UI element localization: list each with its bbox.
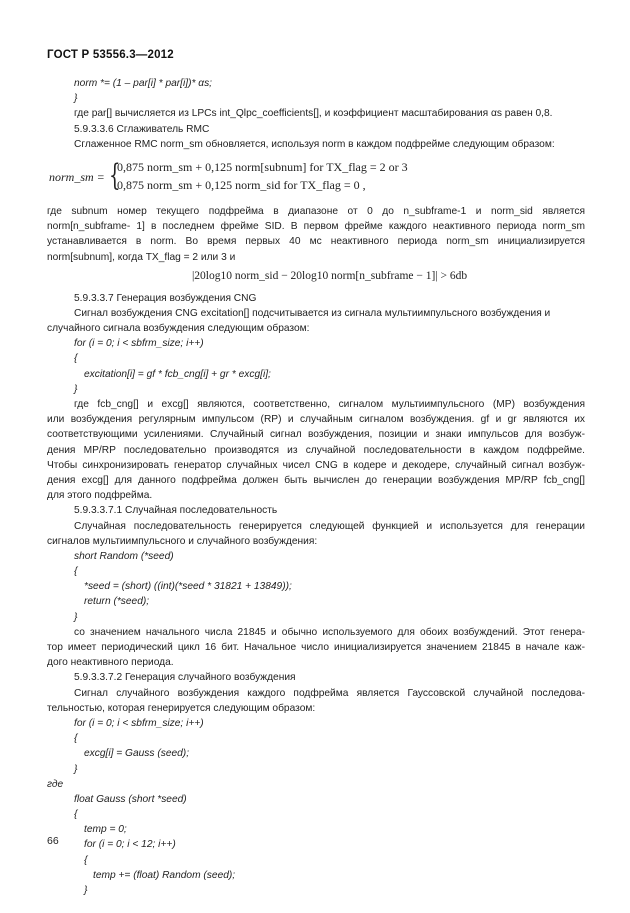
code-line: } [74,763,78,775]
section-heading: 5.9.3.3.6 Сглаживатель RMC [74,123,210,135]
code-line: } [84,885,88,896]
formula-row: 0,875 norm_sm + 0,125 norm_sid for TX_flag = 0 , [117,177,366,192]
text-line: для этого подфрейма. [47,490,153,502]
section-heading: 5.9.3.3.7 Генерация возбуждения CNG [74,292,257,304]
code-line: float Gauss (short *seed) [74,793,187,805]
code-line: { [74,353,78,365]
code-line: *seed = (short) ((int)(*seed * 31821 + 13849)); [84,581,292,593]
code-line: { [74,566,78,578]
smoothing-formula [47,158,585,198]
code-line: return (*seed); [84,596,150,608]
text-line: Сигнал случайного возбуждения каждого подфрейма является Гауссовской случайной последова- [74,687,585,699]
code-line: } [74,611,78,623]
text-line: где fcb_cng[] и excg[] являются, соответственно, сигналом мультиимпульсного (MP) возбуждения [74,399,585,410]
text-line: или возбуждения регулярным импульсом (RP) и случайным сигналом возбуждения. gf и gr являются их [47,414,585,426]
code-line: for (i = 0; i < sbfrm_size; i++) [74,338,204,350]
text-line: Сглаженное RMC norm_sm обновляется, используя norm в каждом подфрейме следующим образом: [74,138,555,150]
code-line: { [74,809,78,821]
text-line: norm[n_subframe- 1] в последнем фрейме SID. В первом фрейме каждого неактивного периода norm_sm [47,221,585,233]
text-line: где subnum номер текущего подфрейма в диапазоне от 0 до n_subframe-1 и norm_sid является [47,205,585,217]
formula-lhs: norm_sm = [49,169,105,184]
code-line: { [74,733,78,745]
code-line: } [74,93,78,105]
text-line: дения excg[] для данного подфрейма должен быть вычислен до генерации возбуждения MP/RP fcb_cng[] [47,474,585,486]
code-line: norm *= (1 – par[i] * par[i])* αs; [74,78,213,89]
formula-row: 0,875 norm_sm + 0,125 norm[subnum] for TX_flag = 2 or 3 [117,159,408,174]
code-line: excg[i] = Gauss (seed); [84,748,190,760]
code-line: } [74,383,78,395]
code-line: temp = 0; [84,824,127,836]
text-line: сигналов мультиимпульсного и случайного возбуждения: [47,535,318,547]
text-line: где par[] вычисляется из LPCs int_Qlpc_coefficients[], и коэффициент масштабирования αs равен 0,8. [74,108,553,120]
text-line: тор имеет периодический цикл 16 бит. Начальное число инициализируется значением 21845 в начале каж- [47,642,585,653]
document-body [47,76,585,898]
text-line: тельностью, которая генерируется следующим образом: [47,702,316,714]
text-line: устанавливается в norm. Во время первых 40 мс неактивного периода norm_sm инициализируется [47,236,585,248]
standard-header: ГОСТ Р 53556.3—2012 [47,49,174,61]
text-line: norm[subnum], когда TX_flag = 2 или 3 и [47,251,236,263]
page-number: 66 [47,835,59,847]
text-line: соответствующими усилениями. Случайный сигнал возбуждения, позиции и знаки импульсов для возбуж- [47,429,585,441]
text-line: со значением начального числа 21845 и обычно используемого для обоих возбуждений. Этот генера- [74,626,585,638]
formula-brace: { [109,157,121,193]
code-line: for (i = 0; i < sbfrm_size; i++) [74,717,204,729]
code-line: где [47,778,64,790]
text-line: Случайная последовательность генерируется следующей функцией и используется для генерации [74,520,585,532]
threshold-formula [47,267,585,289]
text-line: Сигнал возбуждения CNG excitation[] подсчитывается из сигнала мультиимпульсного возбуждения и [74,307,551,319]
code-line: temp += (float) Random (seed); [93,869,236,881]
section-heading: 5.9.3.3.7.1 Случайная последовательность [74,505,278,517]
text-line: дого неактивного периода. [47,657,174,669]
section-heading: 5.9.3.3.7.2 Генерация случайного возбуждения [74,672,296,684]
text-line: дения MP/RP последовательно производятся из случайной последовательности в каждом подфрейме. [47,444,585,456]
code-line: excitation[i] = gf * fcb_cng[i] + gr * excg[i]; [84,368,271,380]
code-line: short Random (*seed) [74,550,174,562]
code-line: for (i = 0; i < 12; i++) [84,839,176,851]
text-line: Чтобы синхронизировать генератор случайных чисел CNG в кодере и декодере, случайный сигнал возбуж- [47,459,585,471]
code-line: { [84,854,88,866]
text-line: случайного сигнала возбуждения следующим образом: [47,323,310,335]
formula-expression: |20log10 norm_sid − 20log10 norm[n_subframe − 1]| > 6db [192,269,468,282]
